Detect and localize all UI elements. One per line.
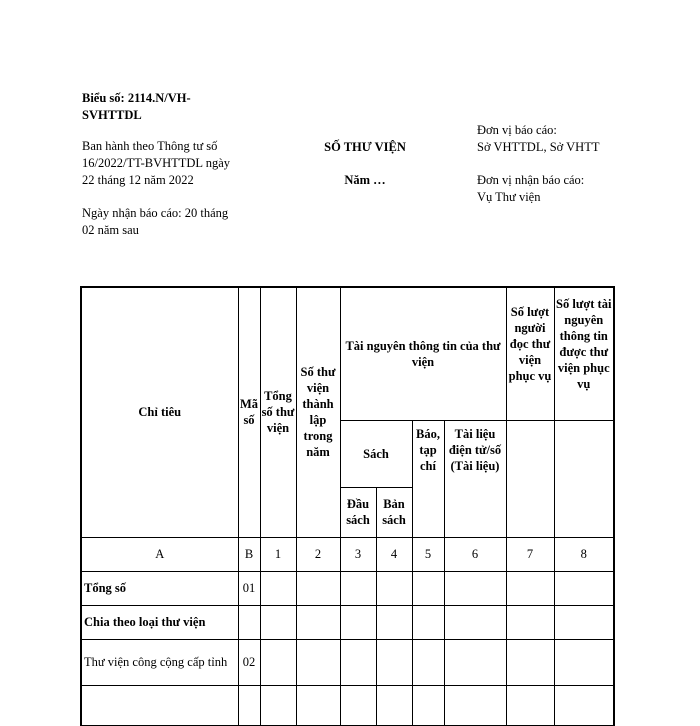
data-cell: [506, 571, 554, 605]
data-cell: [554, 639, 614, 685]
header-sach: Sách: [340, 420, 412, 487]
reporting-unit: [477, 122, 677, 156]
code-cell: 3: [340, 537, 376, 571]
data-cell: [444, 685, 506, 725]
code-cell: 4: [376, 537, 412, 571]
code-cell: A: [81, 537, 238, 571]
header-ban-sach: Bản sách: [376, 487, 412, 537]
data-cell: [412, 639, 444, 685]
code-cell: 2: [296, 537, 340, 571]
data-cell: [296, 685, 340, 725]
data-cell: [554, 571, 614, 605]
data-cell: [260, 571, 296, 605]
report-year: Năm …: [344, 173, 386, 187]
header-so-thu-vien-thanh-lap: Số thư viện thành lập trong năm: [296, 287, 340, 537]
table-row: [81, 685, 614, 725]
issued-by: [82, 138, 262, 189]
header-so-luot-tai-nguyen: Số lượt tài nguyên thông tin được thư viện phục vụ: [554, 287, 614, 420]
data-cell: [340, 605, 376, 639]
data-cell: [376, 685, 412, 725]
row-label: Chia theo loại thư viện: [81, 605, 238, 639]
table-row: [81, 605, 614, 639]
code-cell: 1: [260, 537, 296, 571]
page-title: SỐ THƯ VIỆN: [324, 140, 406, 154]
form-code-line2: SVHTTDL: [82, 108, 142, 122]
row-code: 02: [238, 639, 260, 685]
tai-lieu-dien-tu-label: Tài liệu điện tử/số: [448, 426, 502, 457]
header-dau-sach: Đầu sách: [340, 487, 376, 537]
data-cell: [376, 571, 412, 605]
code-cell: B: [238, 537, 260, 571]
table-row: [81, 639, 614, 685]
receive-date: [82, 205, 262, 239]
data-cell: [296, 639, 340, 685]
issued-line2: 16/2022/TT-BVHTTDL ngày: [82, 156, 231, 170]
receive-line2: 02 năm sau: [82, 223, 139, 237]
data-cell: [444, 639, 506, 685]
data-cell: [340, 571, 376, 605]
code-row: [81, 537, 614, 571]
code-cell: 7: [506, 537, 554, 571]
reporting-unit-label: Đơn vị báo cáo:: [477, 123, 557, 137]
data-cell: [81, 685, 238, 725]
data-cell: [412, 605, 444, 639]
table-row: [81, 571, 614, 605]
receiving-unit-value: Vụ Thư viện: [477, 190, 541, 204]
data-cell: [376, 605, 412, 639]
data-cell: [506, 605, 554, 639]
issued-line1: Ban hành theo Thông tư số: [82, 139, 218, 153]
data-cell: [260, 605, 296, 639]
data-cell: [238, 685, 260, 725]
header-tai-lieu-dien-tu: [444, 420, 506, 537]
data-cell: [260, 639, 296, 685]
data-cell: [412, 571, 444, 605]
data-cell: [554, 605, 614, 639]
form-code-line1: Biểu số: 2114.N/VH-: [82, 91, 191, 105]
data-cell: [554, 685, 614, 725]
header-ma-so: Mã số: [238, 287, 260, 537]
data-cell: [444, 605, 506, 639]
data-cell: [340, 639, 376, 685]
header-empty-8: [554, 420, 614, 537]
issued-line3: 22 tháng 12 năm 2022: [82, 173, 194, 187]
data-cell: [506, 639, 554, 685]
header-so-luot-nguoi-doc: Số lượt người đọc thư viện phục vụ: [506, 287, 554, 420]
row-code: 01: [238, 571, 260, 605]
data-cell: [340, 685, 376, 725]
receiving-unit: [477, 172, 677, 206]
header-chi-tieu: Chỉ tiêu: [81, 287, 238, 537]
code-cell: 5: [412, 537, 444, 571]
reporting-unit-value: Sở VHTTDL, Sở VHTT: [477, 140, 600, 154]
row-label: Tổng số: [81, 571, 238, 605]
data-cell: [376, 639, 412, 685]
receive-line1: Ngày nhận báo cáo: 20 tháng: [82, 206, 229, 220]
data-cell: [260, 685, 296, 725]
report-table: [80, 286, 615, 726]
receiving-unit-label: Đơn vị nhận báo cáo:: [477, 173, 585, 187]
form-code: [82, 90, 232, 124]
code-cell: 8: [554, 537, 614, 571]
data-cell: [506, 685, 554, 725]
data-cell: [296, 571, 340, 605]
header-tai-nguyen: Tài nguyên thông tin của thư viện: [340, 287, 506, 420]
row-label: Thư viện công cộng cấp tỉnh: [81, 639, 238, 685]
header-bao-tap-chi: Báo, tạp chí: [412, 420, 444, 537]
tai-lieu-note: (Tài liệu): [450, 458, 500, 473]
row-code: [238, 605, 260, 639]
header-tong-so-thu-vien: Tổng số thư viện: [260, 287, 296, 537]
header-empty-7: [506, 420, 554, 537]
data-cell: [296, 605, 340, 639]
data-cell: [444, 571, 506, 605]
code-cell: 6: [444, 537, 506, 571]
data-cell: [412, 685, 444, 725]
